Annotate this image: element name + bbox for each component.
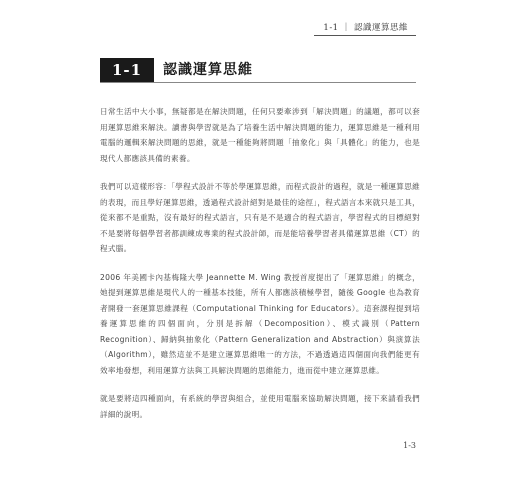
paragraph-programming: 我們可以這樣形容：「學程式設計不等於學運算思維，而程式設計的過程，就是一種運算思維的表現，而且學好運算思維，透過程式設計絕對是最佳的途徑」，程式語言本來就只是工具，從來都不是重點，沒有最好的程式語言，只有是不是適合的程式語言，學習程式的目標絕對不是要將每個學習者都訓練成專業的程式設計師，而是能培養學習者具備運算思維（CT）的程式腦。 [100,182,420,253]
paragraph-intro: 日常生活中大小事，無疑都是在解決問題，任何只要牽涉到「解決問題」的議題，都可以套用運算思維來解決。讀書與學習就是為了培養生活中解決問題的能力，運算思維是一種利用電腦的邏輯來解決問題的思維，就是一種能夠將問題「抽象化」與「具體化」的能力，也是現代人都應該具備的素養。 [100,107,420,163]
running-header: 1-1 ｜ 認識運算思維 [323,23,408,33]
section-number-badge: 1-1 [100,58,154,82]
page-number: 1-3 [403,441,416,450]
paragraph-conclusion: 就是要將這四種面向，有系統的學習與組合，並使用電腦來協助解決問題，接下來請看我們詳細的說明。 [100,394,420,419]
body-text [100,104,420,435]
paragraph-history: 2006 年美國卡內基梅隆大學 Jeannette M. Wing 教授首度提出了「運算思維」的概念，她提到運算思維是現代人的一種基本技能，所有人都應該積極學習，隨後 Google 也為教育者開發一套運算思維課程（Computational Thinking for Educators）。這套課程提到培養運算思維的四個面向，分別是拆解（Decomposition）、模式識別（Pattern Recognition）、歸納與抽象化（Pattern Generalization and Abstraction）與演算法（Algorithm），雖然這並不是建立運算思維唯一的方法，不過透過這四個面向我們能更有效率地發想，利用運算方法與工具解決問題的思維能力，進而從中建立運算思維。 [100,272,420,375]
section-heading [100,58,416,83]
section-title: 認識運算思維 [163,62,253,78]
header-rule [314,35,416,36]
